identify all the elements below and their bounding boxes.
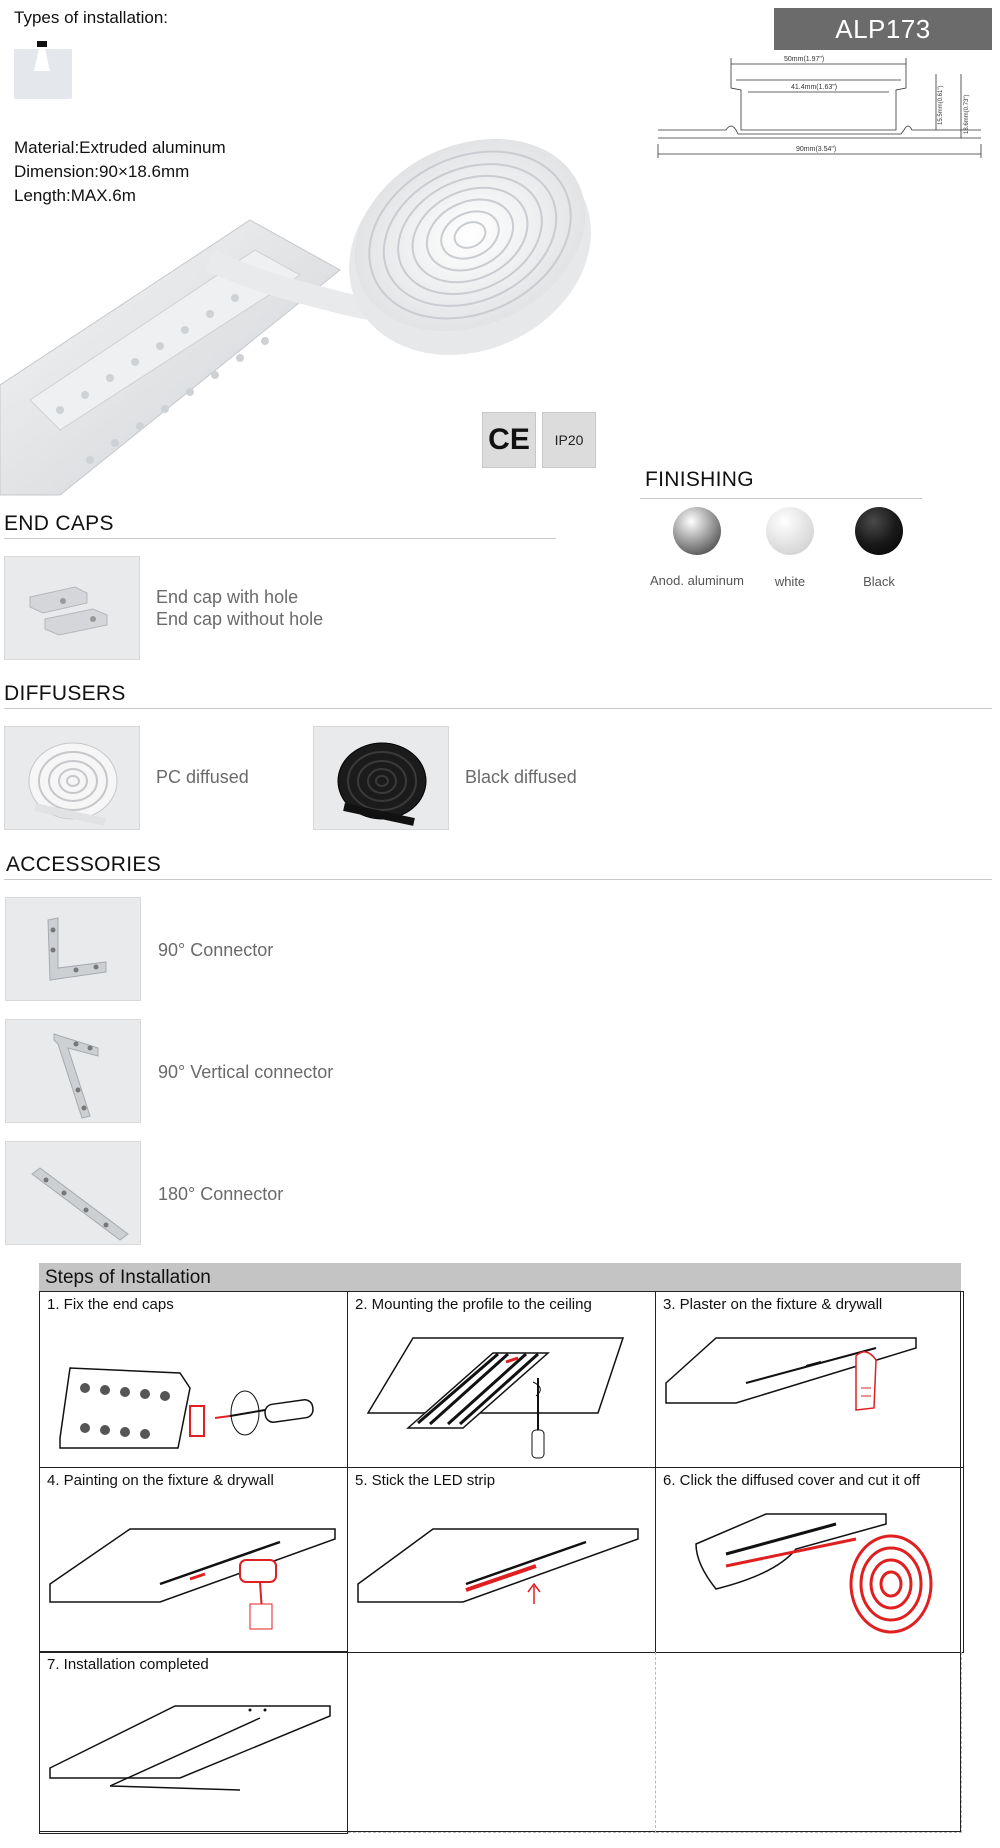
black-diffused-label: Black diffused: [465, 767, 577, 787]
end-caps-divider: [4, 538, 556, 539]
step-cell-2: [347, 1291, 656, 1468]
step-cell-1: [39, 1291, 348, 1468]
step-6-illustration: [656, 1494, 963, 1653]
dim-inner: 41.4mm(1.63"): [791, 84, 838, 91]
dim-bottom: 90mm(3.54"): [796, 146, 837, 153]
dim-side-2: 18.6mm(0.73"): [964, 94, 970, 134]
step-7-illustration: [40, 1678, 347, 1833]
finish-swatch-white: [766, 507, 814, 555]
connector-180-image: [5, 1141, 141, 1245]
step-cell-5: [347, 1467, 656, 1653]
accessories-title: ACCESSORIES: [6, 853, 162, 876]
connector-180-label: 180° Connector: [158, 1184, 284, 1204]
installation-types-label: Types of installation:: [14, 8, 169, 27]
step-3-label: 3. Plaster on the fixture & drywall: [663, 1296, 883, 1313]
step-2-illustration: [348, 1318, 655, 1468]
steps-table: [39, 1291, 961, 1832]
spec-material: Material:Extruded aluminum: [14, 138, 226, 157]
pc-diffuser-image: [4, 726, 140, 830]
finish-swatch-black: [855, 507, 903, 555]
profile-cross-section-drawing: [656, 50, 986, 160]
end-caps-title: END CAPS: [4, 512, 114, 535]
finishing-title: FINISHING: [645, 468, 754, 491]
step-4-label: 4. Painting on the fixture & drywall: [47, 1472, 274, 1489]
step-5-illustration: [348, 1494, 655, 1653]
black-diffuser-image: [313, 726, 449, 830]
end-cap-image: [4, 556, 140, 660]
pc-diffused-label: PC diffused: [156, 767, 249, 787]
dim-side-1: 15.5mm(0.61"): [938, 85, 944, 125]
finish-label-black: Black: [863, 574, 895, 589]
dim-top: 50mm(1.97"): [784, 56, 825, 63]
step-4-illustration: [40, 1494, 347, 1653]
step-7-label: 7. Installation completed: [47, 1656, 209, 1673]
accessories-divider: [4, 879, 992, 880]
ce-mark: CE: [482, 412, 536, 468]
ip20-rating: IP20: [542, 412, 596, 468]
recessed-installation-icon: [14, 41, 72, 99]
step-cell-7: [39, 1651, 348, 1834]
spec-length: Length:MAX.6m: [14, 186, 136, 205]
finish-label-anodized: Anod. aluminum: [650, 573, 744, 588]
step-6-label: 6. Click the diffused cover and cut it off: [663, 1472, 921, 1489]
step-1-label: 1. Fix the end caps: [47, 1296, 174, 1313]
empty-cell: [348, 1652, 656, 1833]
finish-swatch-anodized: [673, 507, 721, 555]
step-cell-6: [655, 1467, 964, 1653]
vertical-connector-90-label: 90° Vertical connector: [158, 1062, 334, 1082]
connector-90-label: 90° Connector: [158, 940, 274, 960]
step-cell-3: [655, 1291, 964, 1468]
finish-label-white: white: [774, 574, 806, 589]
spec-dimension: Dimension:90×18.6mm: [14, 162, 190, 181]
step-5-label: 5. Stick the LED strip: [355, 1472, 496, 1489]
steps-header: Steps of Installation: [39, 1263, 961, 1291]
end-cap-without-hole-label: End cap without hole: [156, 609, 324, 629]
empty-cell: [656, 1652, 962, 1833]
diffusers-title: DIFFUSERS: [4, 682, 126, 705]
step-1-illustration: [40, 1318, 347, 1468]
diffusers-divider: [4, 708, 992, 709]
connector-90-image: [5, 897, 141, 1001]
model-badge: ALP173: [774, 8, 992, 50]
vertical-connector-90-image: [5, 1019, 141, 1123]
finishing-divider: [640, 498, 922, 499]
step-cell-4: [39, 1467, 348, 1653]
step-2-label: 2. Mounting the profile to the ceiling: [355, 1296, 592, 1313]
step-3-illustration: [656, 1318, 963, 1468]
end-cap-with-hole-label: End cap with hole: [156, 587, 299, 607]
